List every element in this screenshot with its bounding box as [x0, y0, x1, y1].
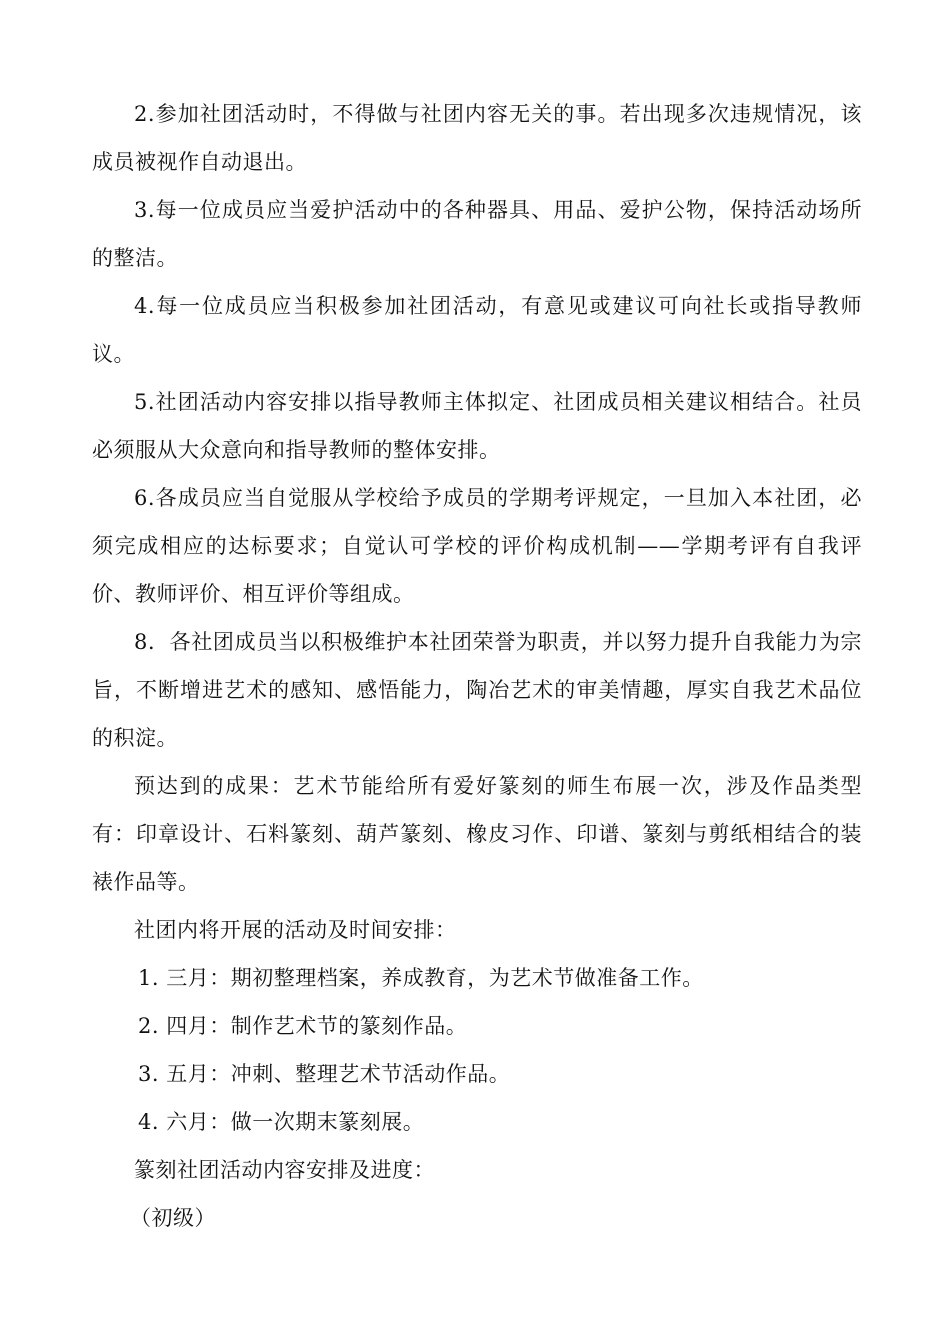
rule-paragraph-3: 3.每一位成员应当爱护活动中的各种器具、用品、爱护公物，保持活动场所的整洁。: [92, 198, 862, 270]
rule-paragraph-5: 5.社团活动内容安排以指导教师主体拟定、社团成员相关建议相结合。社员必须服从大众意向和指导教师的整体安排。: [92, 390, 862, 462]
schedule-heading: 社团内将开展的活动及时间安排：: [134, 918, 457, 942]
schedule-item-april: 2. 四月：制作艺术节的篆刻作品。: [138, 1014, 468, 1038]
expected-results-paragraph: 预达到的成果：艺术节能给所有爱好篆刻的师生布展一次，涉及作品类型有：印章设计、石料篆刻、葫芦篆刻、橡皮习作、印谱、篆刻与剪纸相结合的装裱作品等。: [92, 774, 862, 894]
rule-paragraph-2: 2.参加社团活动时，不得做与社团内容无关的事。若出现多次违规情况，该成员被视作自动退出。: [92, 102, 862, 174]
rule-paragraph-4: 4.每一位成员应当积极参加社团活动，有意见或建议可向社长或指导教师议。: [92, 294, 862, 366]
rule-paragraph-8: 8．各社团成员当以积极维护本社团荣誉为职责，并以努力提升自我能力为宗旨，不断增进艺术的感知、感悟能力，陶冶艺术的审美情趣，厚实自我艺术品位的积淀。: [92, 630, 862, 750]
level-label: （初级）: [130, 1206, 216, 1230]
schedule-item-march: 1. 三月：期初整理档案，养成教育，为艺术节做准备工作。: [138, 966, 704, 990]
progress-heading: 篆刻社团活动内容安排及进度：: [134, 1158, 435, 1182]
schedule-item-june: 4. 六月：做一次期末篆刻展。: [138, 1110, 425, 1134]
document-body: [92, 90, 862, 1242]
schedule-item-may: 3. 五月：冲刺、整理艺术节活动作品。: [138, 1062, 511, 1086]
rule-paragraph-6: 6.各成员应当自觉服从学校给予成员的学期考评规定，一旦加入本社团，必须完成相应的达标要求；自觉认可学校的评价构成机制——学期考评有自我评价、教师评价、相互评价等组成。: [92, 486, 862, 606]
